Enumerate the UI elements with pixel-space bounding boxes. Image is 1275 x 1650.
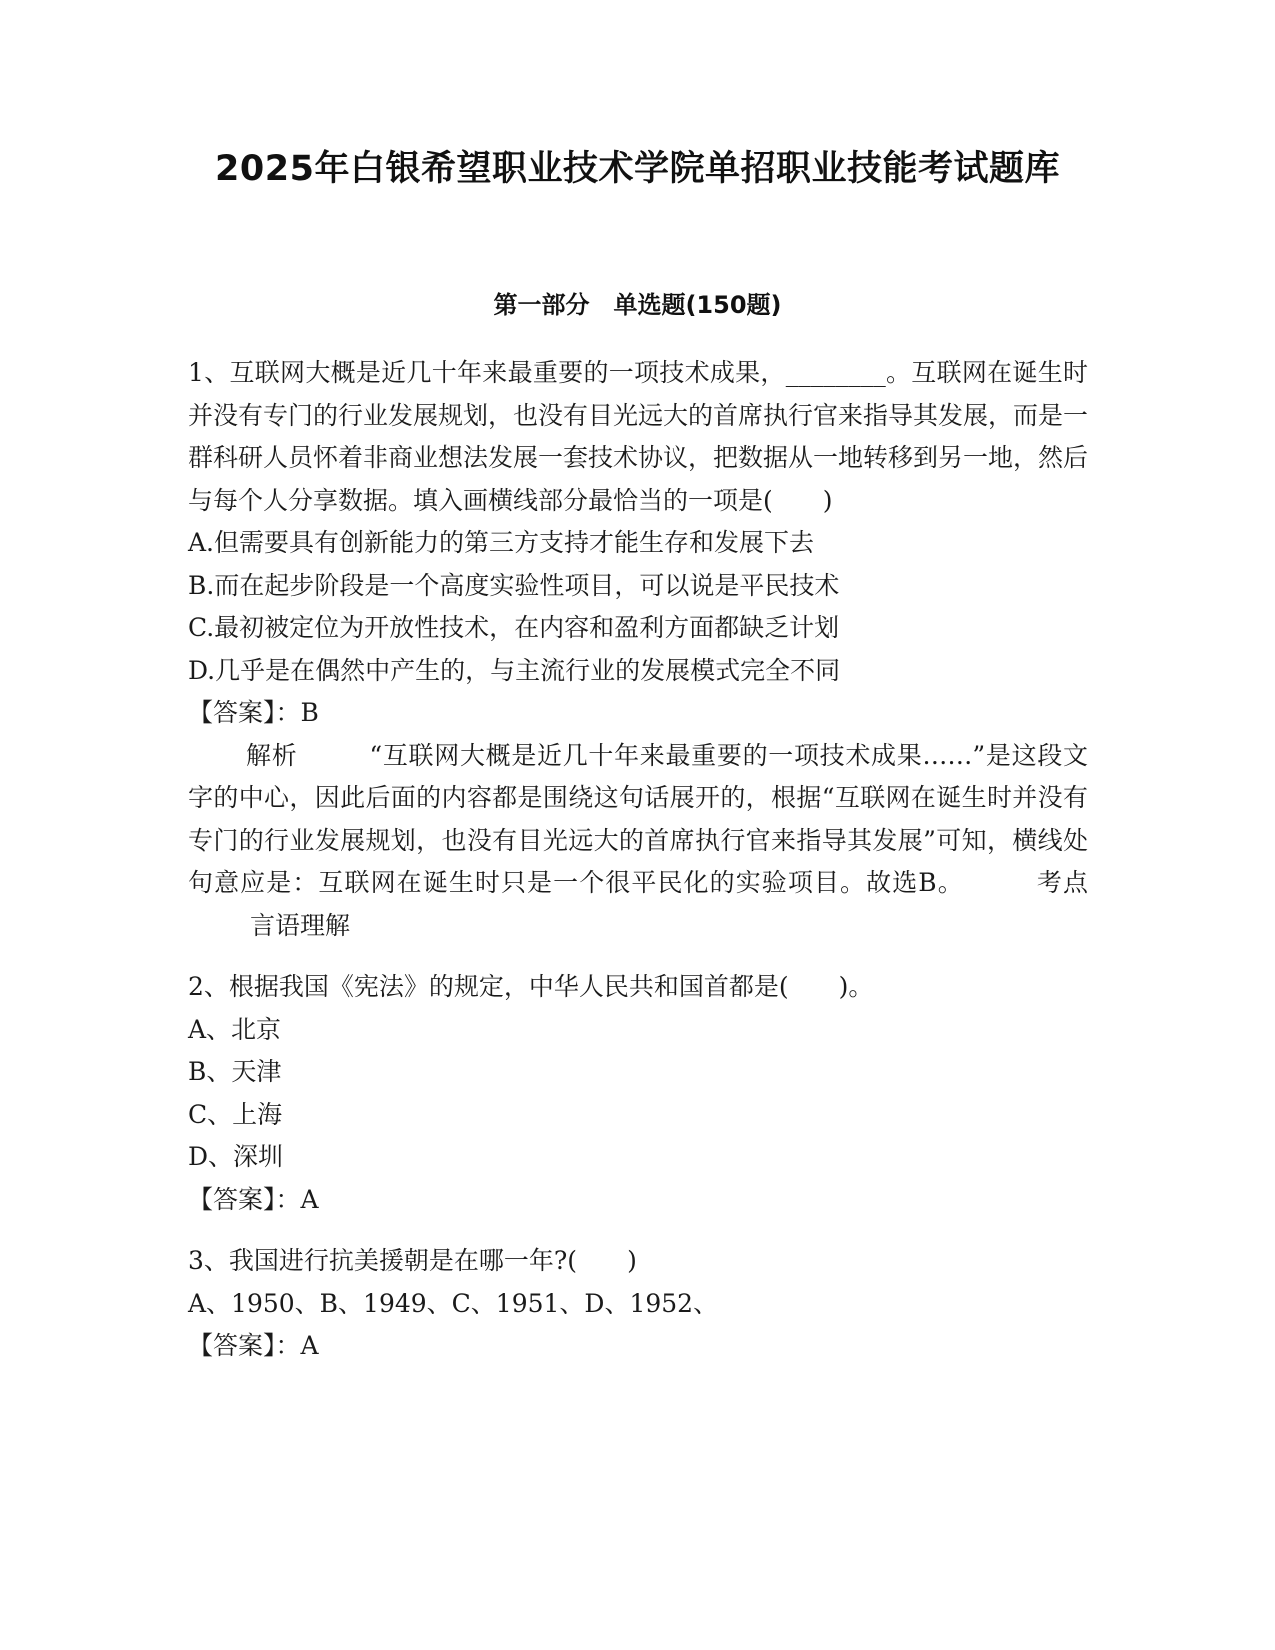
document-title: 2025年白银希望职业技术学院单招职业技能考试题库	[215, 149, 1060, 189]
option-a: A、北京	[188, 1014, 282, 1044]
analysis-label: 解析	[246, 740, 298, 770]
analysis-paragraph	[188, 735, 1088, 948]
option-c: C.最初被定位为开放性技术，在内容和盈利方面都缺乏计划	[188, 613, 840, 642]
section-title: 第一部分 单选题(150题)	[493, 291, 782, 319]
point-label: 考点	[1035, 868, 1088, 897]
option-d: D.几乎是在偶然中产生的，与主流行业的发展模式完全不同	[188, 655, 841, 685]
question-stem: 2、根据我国《宪法》的规定，中华人民共和国首都是( )。	[188, 972, 874, 1001]
question-2	[188, 966, 1088, 1221]
option-c: C、上海	[188, 1099, 283, 1129]
question-stem: 1、互联网大概是近几十年来最重要的一项技术成果，________。互联网在诞生时并没有专门的行业发展规划，也没有目光远大的首席执行官来指导其发展，而是一群科研人员怀着非商业想法发展一套技术协议，把数据从一地转移到另一地，然后与每个人分享数据。填入画横线部分最恰当的一项是( )	[188, 358, 1089, 515]
answer: 【答案】：A	[188, 1331, 319, 1360]
option-d: D、深圳	[188, 1142, 284, 1171]
spacer	[188, 947, 1088, 966]
options-inline: A、1950、B、1949、C、1951、D、1952、	[188, 1288, 719, 1318]
option-b: B、天津	[188, 1057, 282, 1086]
point-text: 言语理解	[250, 910, 351, 940]
option-b: B.而在起步阶段是一个高度实验性项目，可以说是平民技术	[188, 570, 840, 600]
question-stem: 3、我国进行抗美援朝是在哪一年?( )	[188, 1246, 637, 1275]
question-3	[188, 1240, 1088, 1368]
question-1	[188, 352, 1088, 947]
spacer	[188, 1221, 1088, 1240]
answer: 【答案】：A	[188, 1184, 319, 1214]
answer: 【答案】：B	[188, 698, 319, 727]
question-list	[188, 352, 1088, 1368]
option-a: A.但需要具有创新能力的第三方支持才能生存和发展下去	[188, 528, 815, 557]
analysis-text: “互联网大概是近几十年来最重要的一项技术成果……”是这段文字的中心，因此后面的内容都是围绕这句话展开的，根据“互联网在诞生时并没有专门的行业发展规划，也没有目光远大的首席执行官来指导其发展”可知，横线处句意应是：互联网在诞生时只是一个很平民化的实验项目。故选B。	[188, 740, 1088, 897]
